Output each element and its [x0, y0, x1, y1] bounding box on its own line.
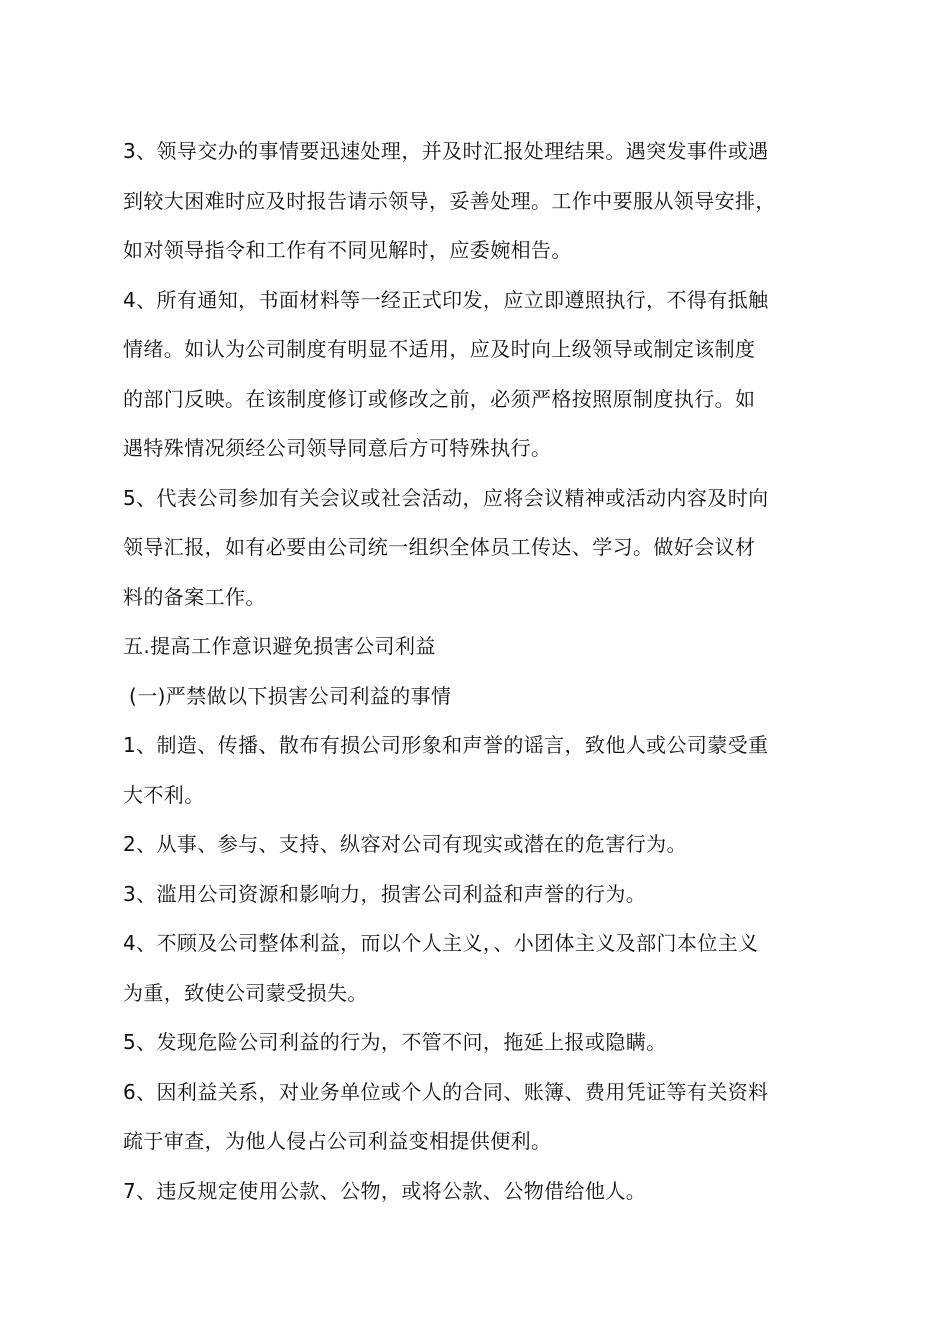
text-line: 4、所有通知，书面材料等一经正式印发，应立即遵照执行，不得有抵触 [123, 287, 769, 312]
text-line: 料的备案工作。 [123, 584, 266, 609]
text-line: 1、制造、传播、散布有损公司形象和声誉的谣言，致他人或公司蒙受重 [123, 733, 769, 757]
text-line: 5、代表公司参加有关会议或社会活动，应将会议精神或活动内容及时向 [123, 485, 769, 510]
text-line: 遇特殊情况须经公司领导同意后方可特殊执行。 [123, 436, 552, 460]
text-line: 如对领导指令和工作有不同见解时，应委婉相告。 [123, 238, 572, 262]
text-line: 7、违反规定使用公款、公物，或将公款、公物借给他人。 [123, 1178, 647, 1203]
text-line: 3、滥用公司资源和影响力，损害公司利益和声誉的行为。 [123, 881, 647, 906]
text-line: 3、领导交办的事情要迅速处理，并及时汇报处理结果。遇突发事件或遇 [123, 139, 769, 163]
text-line: 为重，致使公司蒙受损失。 [123, 980, 368, 1005]
section-heading: 五.提高工作意识避免损害公司利益 [123, 634, 436, 658]
subsection-heading: (一)严禁做以下损害公司利益的事情 [129, 683, 452, 708]
text-line: 2、从事、参与、支持、纵容对公司有现实或潜在的危害行为。 [123, 832, 687, 856]
text-line: 的部门反映。在该制度修订或修改之前，必须严格按照原制度执行。如 [123, 386, 756, 411]
text-line: 到较大困难时应及时报告请示领导，妥善处理。工作中要服从领导安排， [123, 188, 776, 213]
text-line: 情绪。如认为公司制度有明显不适用，应及时向上级领导或制定该制度 [123, 337, 756, 361]
text-line: 4、不顾及公司整体利益，而以个人主义，、小团体主义及部门本位主义 [123, 931, 759, 955]
text-line: 5、发现危险公司利益的行为，不管不问，拖延上报或隐瞒。 [123, 1030, 667, 1054]
text-line: 6、因利益关系，对业务单位或个人的合同、账簿、费用凭证等有关资料 [123, 1079, 769, 1104]
text-line: 疏于审查，为他人侵占公司利益变相提供便利。 [123, 1129, 552, 1153]
text-line: 领导汇报，如有必要由公司统一组织全体员工传达、学习。做好会议材 [123, 535, 756, 559]
document-page [123, 127, 833, 1216]
text-line: 大不利。 [123, 782, 205, 807]
